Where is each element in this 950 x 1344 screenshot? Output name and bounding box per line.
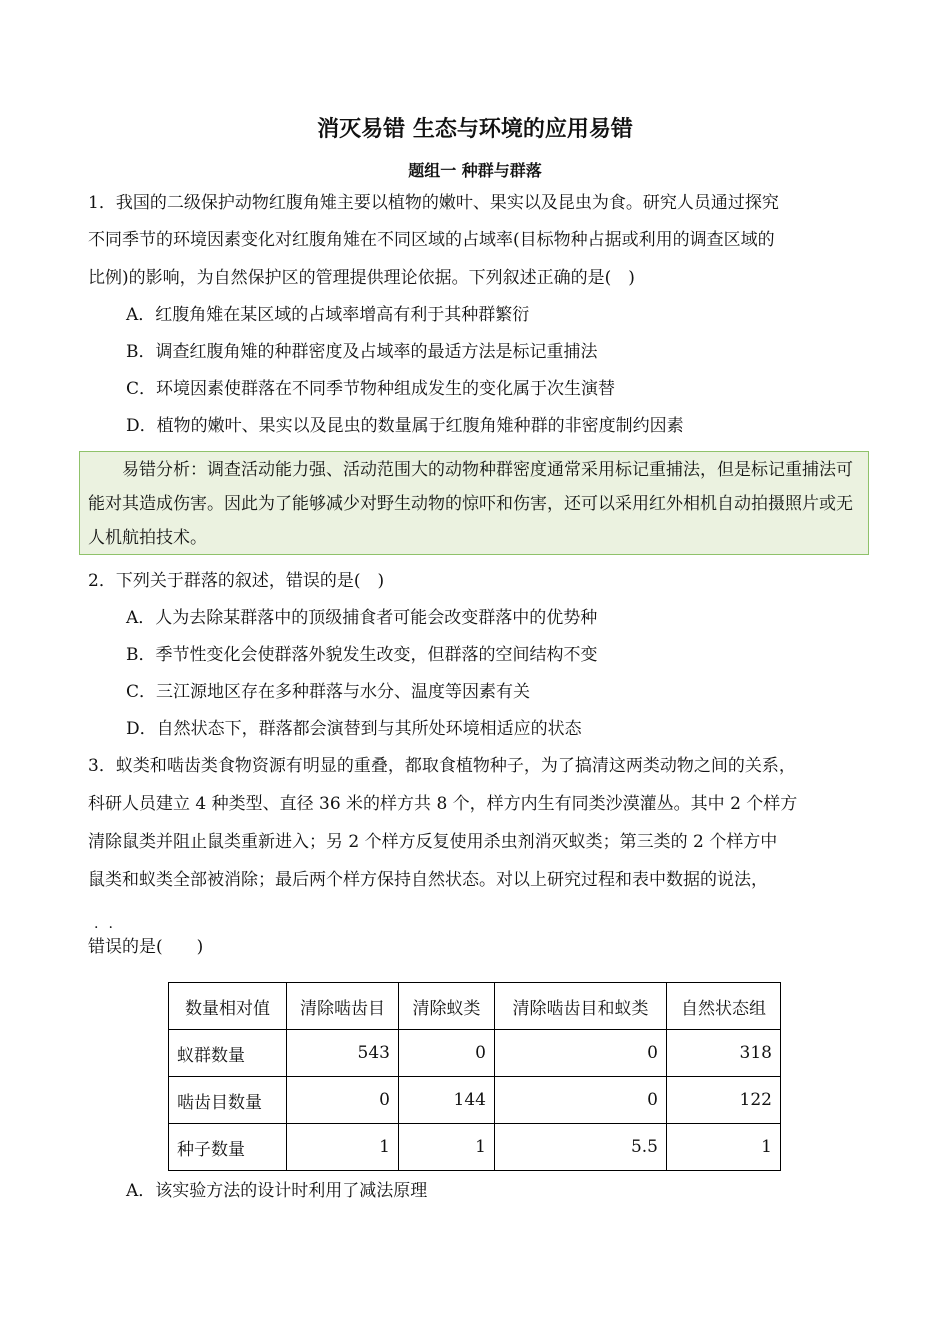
- table-cell: 0: [287, 1077, 399, 1124]
- q1-stem-line-1: 1．我国的二级保护动物红腹角雉主要以植物的嫩叶、果实以及昆虫为食。研究人员通过探究: [88, 193, 779, 213]
- q3-stem-line-1: 3．蚁类和啮齿类食物资源有明显的重叠，都取食植物种子，为了搞清这两类动物之间的关系，: [88, 756, 796, 776]
- data-table: [168, 982, 781, 1171]
- q2-option-b: B．季节性变化会使群落外貌发生改变，但群落的空间结构不变: [126, 645, 598, 665]
- section-subtitle: 题组一 种群与群落: [408, 161, 542, 180]
- table-header-cell: 数量相对值: [169, 983, 287, 1030]
- table-cell: 0: [399, 1030, 495, 1077]
- q1-option-c: C．环境因素使群落在不同季节物种组成发生的变化属于次生演替: [126, 379, 616, 399]
- table-cell: 318: [667, 1030, 781, 1077]
- table-cell: 144: [399, 1077, 495, 1124]
- table-header-cell: 清除啮齿目: [287, 983, 399, 1030]
- document-title: 消灭易错 生态与环境的应用易错: [317, 117, 633, 142]
- table-header-cell: 清除蚁类: [399, 983, 495, 1030]
- table-cell: 1: [667, 1124, 781, 1171]
- q2-option-a: A．人为去除某群落中的顶级捕食者可能会改变群落中的优势种: [126, 608, 598, 628]
- table-header-row: [169, 983, 781, 1030]
- q3-stem-line-4: 鼠类和蚁类全部被消除；最后两个样方保持自然状态。对以上研究过程和表中数据的说法，: [88, 870, 768, 890]
- q2-stem: 2．下列关于群落的叙述，错误的是( ): [88, 571, 385, 591]
- q1-option-b: B．调查红腹角雉的种群密度及占域率的最适方法是标记重捕法: [126, 342, 598, 362]
- table-row: [169, 1077, 781, 1124]
- table-row: [169, 1124, 781, 1171]
- table-cell: 1: [287, 1124, 399, 1171]
- error-analysis-text: 易错分析：调查活动能力强、活动范围大的动物种群密度通常采用标记重捕法，但是标记重捕法可能对其造成伤害。因此为了能够减少对野生动物的惊吓和伤害，还可以采用红外相机自动拍摄照片或无人机航拍技术。: [88, 460, 853, 548]
- table-cell: 5.5: [495, 1124, 667, 1171]
- table-header-cell: 清除啮齿目和蚁类: [495, 983, 667, 1030]
- q1-stem-line-2: 不同季节的环境因素变化对红腹角雉在不同区域的占域率(目标物种占据或利用的调查区域的: [88, 230, 775, 250]
- table-cell: 0: [495, 1077, 667, 1124]
- q2-option-d: D．自然状态下，群落都会演替到与其所处环境相适应的状态: [126, 719, 582, 739]
- table-row: [169, 1030, 781, 1077]
- q2-option-c: C．三江源地区存在多种群落与水分、温度等因素有关: [126, 682, 531, 702]
- emphasis-dots: ..: [94, 916, 123, 932]
- table-cell: 0: [495, 1030, 667, 1077]
- q3-stem-line-2: 科研人员建立 4 种类型、直径 36 米的样方共 8 个，样方内生有同类沙漠灌丛。其中 2 个样方: [88, 794, 798, 814]
- table-cell: 啮齿目数量: [169, 1077, 287, 1124]
- q1-option-a: A．红腹角雉在某区域的占域率增高有利于其种群繁衍: [126, 305, 530, 325]
- table-cell: 蚁群数量: [169, 1030, 287, 1077]
- q3-stem-line-3: 清除鼠类并阻止鼠类重新进入；另 2 个样方反复使用杀虫剂消灭蚁类；第三类的 2 个样方中: [88, 832, 778, 852]
- table-cell: 122: [667, 1077, 781, 1124]
- table-cell: 543: [287, 1030, 399, 1077]
- q3-option-a: A．该实验方法的设计时利用了减法原理: [126, 1181, 428, 1201]
- error-analysis-box: [79, 451, 869, 555]
- q1-stem-line-3: 比例)的影响，为自然保护区的管理提供理论依据。下列叙述正确的是( ): [88, 268, 635, 288]
- table-cell: 1: [399, 1124, 495, 1171]
- q3-stem-line-5: 错误的是( ): [88, 937, 204, 957]
- table-cell: 种子数量: [169, 1124, 287, 1171]
- q1-option-d: D．植物的嫩叶、果实以及昆虫的数量属于红腹角雉种群的非密度制约因素: [126, 416, 684, 436]
- table-header-cell: 自然状态组: [667, 983, 781, 1030]
